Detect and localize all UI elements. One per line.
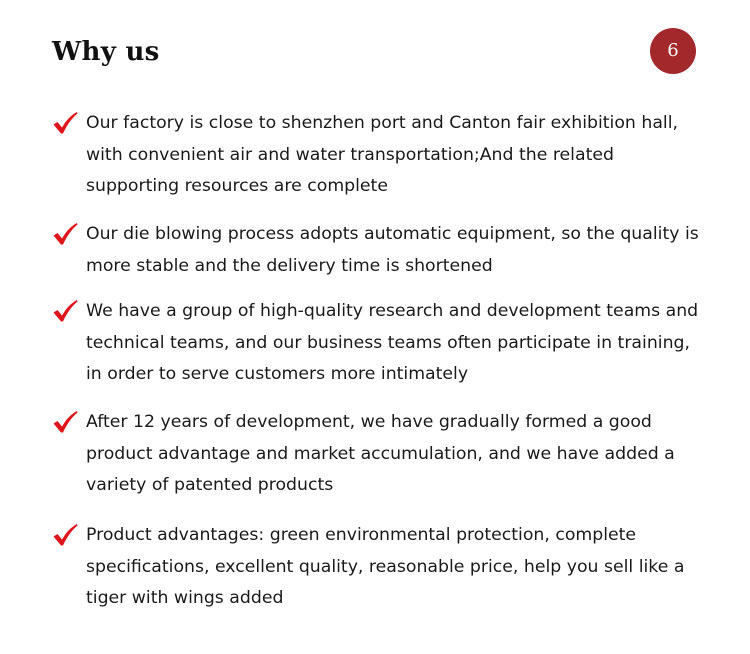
- list-item-text: We have a group of high-quality research and development teams and technical teams, and our business teams often participate in training, in order to serve customers more intimately: [86, 301, 699, 384]
- list-item-text: Our die blowing process adopts automatic equipment, so the quality is more stable and the delivery time is shortened: [86, 224, 699, 276]
- section-number-badge: [650, 28, 696, 74]
- list-item-text: Our factory is close to shenzhen port and Canton fair exhibition hall, with convenient air and water transportation;And the related supporting resources are complete: [86, 113, 679, 196]
- list-item-text: Product advantages: green environmental protection, complete specifications, excellent quality, reasonable price, help you sell like a tiger with wings added: [86, 525, 685, 608]
- checkmark-icon: [52, 299, 78, 323]
- page-title: Why us: [52, 37, 160, 67]
- checkmark-icon: [52, 410, 78, 434]
- list-item-text: After 12 years of development, we have gradually formed a good product advantage and market accumulation, and we have added a variety of patented products: [86, 412, 675, 495]
- section-number: 6: [667, 40, 679, 61]
- checkmark-icon: [52, 222, 78, 246]
- checkmark-icon: [52, 523, 78, 547]
- checkmark-icon: [52, 111, 78, 135]
